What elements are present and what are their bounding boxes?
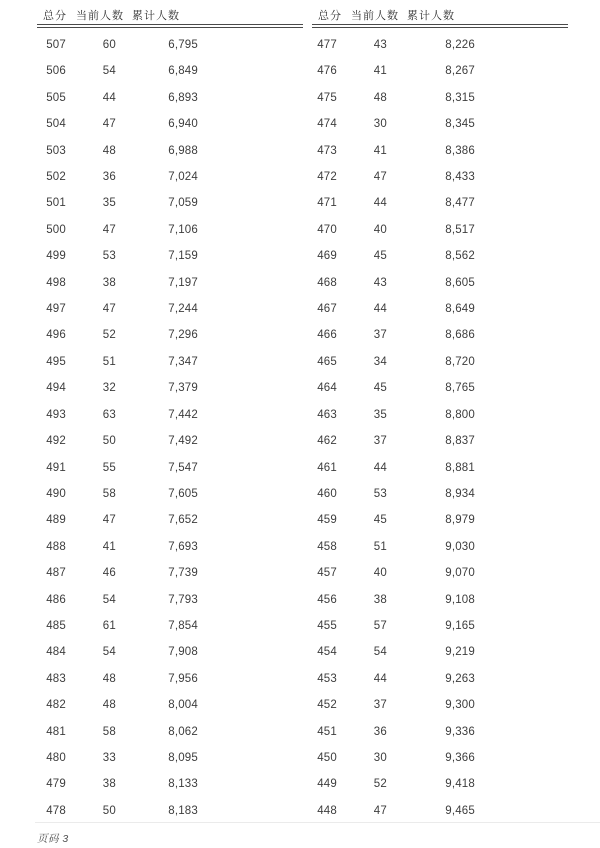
score-cell: 476	[317, 65, 337, 78]
score-cell: 493	[46, 408, 66, 421]
table-row	[37, 718, 303, 744]
count-cell: 45	[373, 514, 387, 527]
score-cell: 461	[317, 461, 337, 474]
page-bottom-rule	[35, 822, 600, 823]
cumulative-cell: 7,106	[168, 223, 198, 236]
cumulative-cell: 8,004	[168, 699, 198, 712]
table-row	[37, 217, 303, 243]
cumulative-cell: 8,062	[168, 725, 198, 738]
score-cell: 448	[317, 804, 337, 817]
score-cell: 503	[46, 144, 66, 157]
cumulative-cell: 7,159	[168, 250, 198, 263]
score-cell: 507	[46, 39, 66, 51]
cumulative-cell: 8,517	[445, 223, 475, 236]
cumulative-cell: 7,296	[168, 329, 198, 342]
table-row	[312, 190, 568, 216]
score-cell: 496	[46, 329, 66, 342]
table-row	[37, 349, 303, 375]
cumulative-cell: 7,547	[168, 461, 198, 474]
count-cell: 47	[373, 804, 387, 817]
table-row	[312, 692, 568, 718]
count-cell: 47	[102, 303, 116, 316]
count-cell: 36	[373, 725, 387, 738]
count-cell: 47	[102, 514, 116, 527]
table-row	[37, 534, 303, 560]
count-cell: 35	[102, 197, 116, 210]
cumulative-cell: 7,854	[168, 619, 198, 632]
score-cell: 492	[46, 435, 66, 448]
cumulative-cell: 8,133	[168, 778, 198, 791]
score-cell: 478	[46, 804, 66, 817]
count-cell: 53	[102, 250, 116, 263]
cumulative-cell: 8,267	[445, 65, 475, 78]
table-row	[312, 666, 568, 692]
score-cell: 500	[46, 223, 66, 236]
table-row	[312, 217, 568, 243]
score-cell: 480	[46, 751, 66, 764]
score-cell: 504	[46, 118, 66, 131]
score-table-right	[312, 0, 568, 817]
count-cell: 48	[373, 91, 387, 104]
header-current-count: 当前人数	[76, 10, 124, 22]
score-cell: 475	[317, 91, 337, 104]
cumulative-cell: 9,366	[445, 751, 475, 764]
count-cell: 48	[102, 699, 116, 712]
table-row	[37, 428, 303, 454]
cumulative-cell: 9,165	[445, 619, 475, 632]
table-row	[37, 560, 303, 586]
table-row	[312, 771, 568, 797]
cumulative-cell: 8,433	[445, 171, 475, 184]
cumulative-cell: 7,956	[168, 672, 198, 685]
table-row	[312, 507, 568, 533]
score-cell: 466	[317, 329, 337, 342]
page-number-footer: 页码 3	[37, 833, 69, 845]
cumulative-cell: 7,492	[168, 435, 198, 448]
table-row	[312, 111, 568, 137]
score-cell: 484	[46, 646, 66, 659]
table-header-row	[37, 0, 303, 24]
table-row	[37, 111, 303, 137]
table-row	[37, 798, 303, 824]
table-row	[37, 269, 303, 295]
table-row	[312, 534, 568, 560]
cumulative-cell: 8,386	[445, 144, 475, 157]
count-cell: 52	[102, 329, 116, 342]
cumulative-cell: 7,024	[168, 171, 198, 184]
count-cell: 37	[373, 435, 387, 448]
score-cell: 459	[317, 514, 337, 527]
score-cell: 470	[317, 223, 337, 236]
cumulative-cell: 8,686	[445, 329, 475, 342]
cumulative-cell: 7,693	[168, 540, 198, 553]
table-row	[37, 296, 303, 322]
table-header-row	[312, 0, 568, 24]
score-cell: 490	[46, 487, 66, 500]
count-cell: 37	[373, 699, 387, 712]
cumulative-cell: 8,800	[445, 408, 475, 421]
cumulative-cell: 6,795	[168, 39, 198, 51]
table-row	[37, 190, 303, 216]
table-row	[37, 375, 303, 401]
score-cell: 481	[46, 725, 66, 738]
score-cell: 482	[46, 699, 66, 712]
table-row	[37, 639, 303, 665]
score-cell: 457	[317, 567, 337, 580]
cumulative-cell: 8,315	[445, 91, 475, 104]
count-cell: 43	[373, 39, 387, 51]
header-double-rule	[37, 24, 303, 28]
count-cell: 50	[102, 804, 116, 817]
count-cell: 44	[373, 197, 387, 210]
table-body	[312, 32, 568, 824]
header-cumulative-count: 累计人数	[407, 10, 455, 22]
cumulative-cell: 8,934	[445, 487, 475, 500]
cumulative-cell: 9,418	[445, 778, 475, 791]
cumulative-cell: 7,652	[168, 514, 198, 527]
table-row	[312, 375, 568, 401]
count-cell: 43	[373, 276, 387, 289]
count-cell: 48	[102, 144, 116, 157]
score-cell: 471	[317, 197, 337, 210]
score-cell: 479	[46, 778, 66, 791]
table-row	[37, 32, 303, 58]
table-row	[37, 666, 303, 692]
score-cell: 506	[46, 65, 66, 78]
table-row	[37, 243, 303, 269]
table-row	[312, 296, 568, 322]
count-cell: 61	[102, 619, 116, 632]
cumulative-cell: 6,849	[168, 65, 198, 78]
count-cell: 41	[373, 65, 387, 78]
table-row	[312, 349, 568, 375]
score-cell: 451	[317, 725, 337, 738]
count-cell: 32	[102, 382, 116, 395]
cumulative-cell: 9,263	[445, 672, 475, 685]
table-row	[37, 401, 303, 427]
count-cell: 45	[373, 382, 387, 395]
table-row	[312, 32, 568, 58]
score-cell: 499	[46, 250, 66, 263]
score-cell: 474	[317, 118, 337, 131]
score-cell: 489	[46, 514, 66, 527]
score-cell: 460	[317, 487, 337, 500]
cumulative-cell: 8,477	[445, 197, 475, 210]
table-row	[312, 639, 568, 665]
score-cell: 488	[46, 540, 66, 553]
table-row	[312, 586, 568, 612]
table-row	[37, 481, 303, 507]
count-cell: 38	[373, 593, 387, 606]
cumulative-cell: 7,244	[168, 303, 198, 316]
count-cell: 48	[102, 672, 116, 685]
cumulative-cell: 7,739	[168, 567, 198, 580]
table-row	[37, 771, 303, 797]
table-row	[37, 58, 303, 84]
cumulative-cell: 7,442	[168, 408, 198, 421]
count-cell: 44	[373, 461, 387, 474]
cumulative-cell: 8,720	[445, 355, 475, 368]
cumulative-cell: 7,379	[168, 382, 198, 395]
score-cell: 498	[46, 276, 66, 289]
cumulative-cell: 9,465	[445, 804, 475, 817]
cumulative-cell: 9,300	[445, 699, 475, 712]
count-cell: 40	[373, 223, 387, 236]
count-cell: 45	[373, 250, 387, 263]
table-row	[37, 507, 303, 533]
cumulative-cell: 7,793	[168, 593, 198, 606]
count-cell: 51	[373, 540, 387, 553]
score-cell: 487	[46, 567, 66, 580]
count-cell: 54	[102, 646, 116, 659]
cumulative-cell: 8,649	[445, 303, 475, 316]
score-cell: 472	[317, 171, 337, 184]
cumulative-cell: 8,881	[445, 461, 475, 474]
count-cell: 54	[373, 646, 387, 659]
count-cell: 38	[102, 778, 116, 791]
cumulative-cell: 8,095	[168, 751, 198, 764]
count-cell: 55	[102, 461, 116, 474]
score-cell: 458	[317, 540, 337, 553]
table-row	[312, 613, 568, 639]
score-cell: 453	[317, 672, 337, 685]
score-cell: 491	[46, 461, 66, 474]
score-cell: 494	[46, 382, 66, 395]
count-cell: 37	[373, 329, 387, 342]
cumulative-cell: 9,070	[445, 567, 475, 580]
score-cell: 486	[46, 593, 66, 606]
count-cell: 53	[373, 487, 387, 500]
count-cell: 47	[102, 118, 116, 131]
score-cell: 463	[317, 408, 337, 421]
table-row	[312, 164, 568, 190]
table-row	[312, 745, 568, 771]
header-cumulative-count: 累计人数	[132, 10, 180, 22]
table-row	[312, 322, 568, 348]
header-current-count: 当前人数	[351, 10, 399, 22]
count-cell: 33	[102, 751, 116, 764]
score-cell: 456	[317, 593, 337, 606]
cumulative-cell: 6,988	[168, 144, 198, 157]
count-cell: 58	[102, 487, 116, 500]
cumulative-cell: 7,347	[168, 355, 198, 368]
cumulative-cell: 8,837	[445, 435, 475, 448]
table-row	[37, 586, 303, 612]
count-cell: 50	[102, 435, 116, 448]
count-cell: 52	[373, 778, 387, 791]
table-row	[37, 322, 303, 348]
cumulative-cell: 7,605	[168, 487, 198, 500]
count-cell: 47	[102, 223, 116, 236]
table-row	[312, 798, 568, 824]
cumulative-cell: 6,893	[168, 91, 198, 104]
cumulative-cell: 9,336	[445, 725, 475, 738]
score-cell: 467	[317, 303, 337, 316]
score-cell: 462	[317, 435, 337, 448]
count-cell: 51	[102, 355, 116, 368]
score-cell: 454	[317, 646, 337, 659]
table-row	[37, 613, 303, 639]
cumulative-cell: 8,226	[445, 39, 475, 51]
cumulative-cell: 7,059	[168, 197, 198, 210]
header-total-score: 总分	[318, 10, 342, 22]
table-row	[312, 401, 568, 427]
count-cell: 44	[373, 672, 387, 685]
score-cell: 505	[46, 91, 66, 104]
table-row	[312, 481, 568, 507]
table-row	[312, 243, 568, 269]
count-cell: 40	[373, 567, 387, 580]
table-row	[37, 85, 303, 111]
table-row	[37, 137, 303, 163]
table-row	[37, 454, 303, 480]
score-cell: 473	[317, 144, 337, 157]
count-cell: 60	[102, 39, 116, 51]
score-cell: 452	[317, 699, 337, 712]
score-cell: 501	[46, 197, 66, 210]
count-cell: 58	[102, 725, 116, 738]
count-cell: 36	[102, 171, 116, 184]
cumulative-cell: 7,908	[168, 646, 198, 659]
cumulative-cell: 7,197	[168, 276, 198, 289]
table-body	[37, 32, 303, 824]
count-cell: 47	[373, 171, 387, 184]
score-cell: 450	[317, 751, 337, 764]
count-cell: 57	[373, 619, 387, 632]
cumulative-cell: 6,940	[168, 118, 198, 131]
count-cell: 41	[102, 540, 116, 553]
score-cell: 449	[317, 778, 337, 791]
cumulative-cell: 9,108	[445, 593, 475, 606]
score-cell: 497	[46, 303, 66, 316]
count-cell: 38	[102, 276, 116, 289]
cumulative-cell: 8,562	[445, 250, 475, 263]
count-cell: 44	[373, 303, 387, 316]
table-row	[312, 269, 568, 295]
header-total-score: 总分	[43, 10, 67, 22]
score-cell: 468	[317, 276, 337, 289]
count-cell: 41	[373, 144, 387, 157]
table-row	[312, 454, 568, 480]
table-row	[312, 58, 568, 84]
score-cell: 502	[46, 171, 66, 184]
count-cell: 35	[373, 408, 387, 421]
count-cell: 63	[102, 408, 116, 421]
cumulative-cell: 8,183	[168, 804, 198, 817]
score-cell: 477	[317, 39, 337, 51]
score-cell: 483	[46, 672, 66, 685]
cumulative-cell: 8,345	[445, 118, 475, 131]
cumulative-cell: 9,219	[445, 646, 475, 659]
cumulative-cell: 8,605	[445, 276, 475, 289]
count-cell: 30	[373, 118, 387, 131]
table-row	[312, 718, 568, 744]
table-row	[312, 428, 568, 454]
table-row	[312, 85, 568, 111]
count-cell: 44	[102, 91, 116, 104]
score-cell: 464	[317, 382, 337, 395]
table-row	[37, 164, 303, 190]
count-cell: 34	[373, 355, 387, 368]
count-cell: 46	[102, 567, 116, 580]
table-row	[312, 560, 568, 586]
score-cell: 465	[317, 355, 337, 368]
table-row	[37, 692, 303, 718]
count-cell: 54	[102, 65, 116, 78]
cumulative-cell: 8,979	[445, 514, 475, 527]
cumulative-cell: 9,030	[445, 540, 475, 553]
score-cell: 495	[46, 355, 66, 368]
score-table-left	[37, 0, 303, 817]
score-cell: 455	[317, 619, 337, 632]
count-cell: 54	[102, 593, 116, 606]
table-row	[312, 137, 568, 163]
count-cell: 30	[373, 751, 387, 764]
score-cell: 469	[317, 250, 337, 263]
header-double-rule	[312, 24, 568, 28]
cumulative-cell: 8,765	[445, 382, 475, 395]
score-cell: 485	[46, 619, 66, 632]
table-row	[37, 745, 303, 771]
